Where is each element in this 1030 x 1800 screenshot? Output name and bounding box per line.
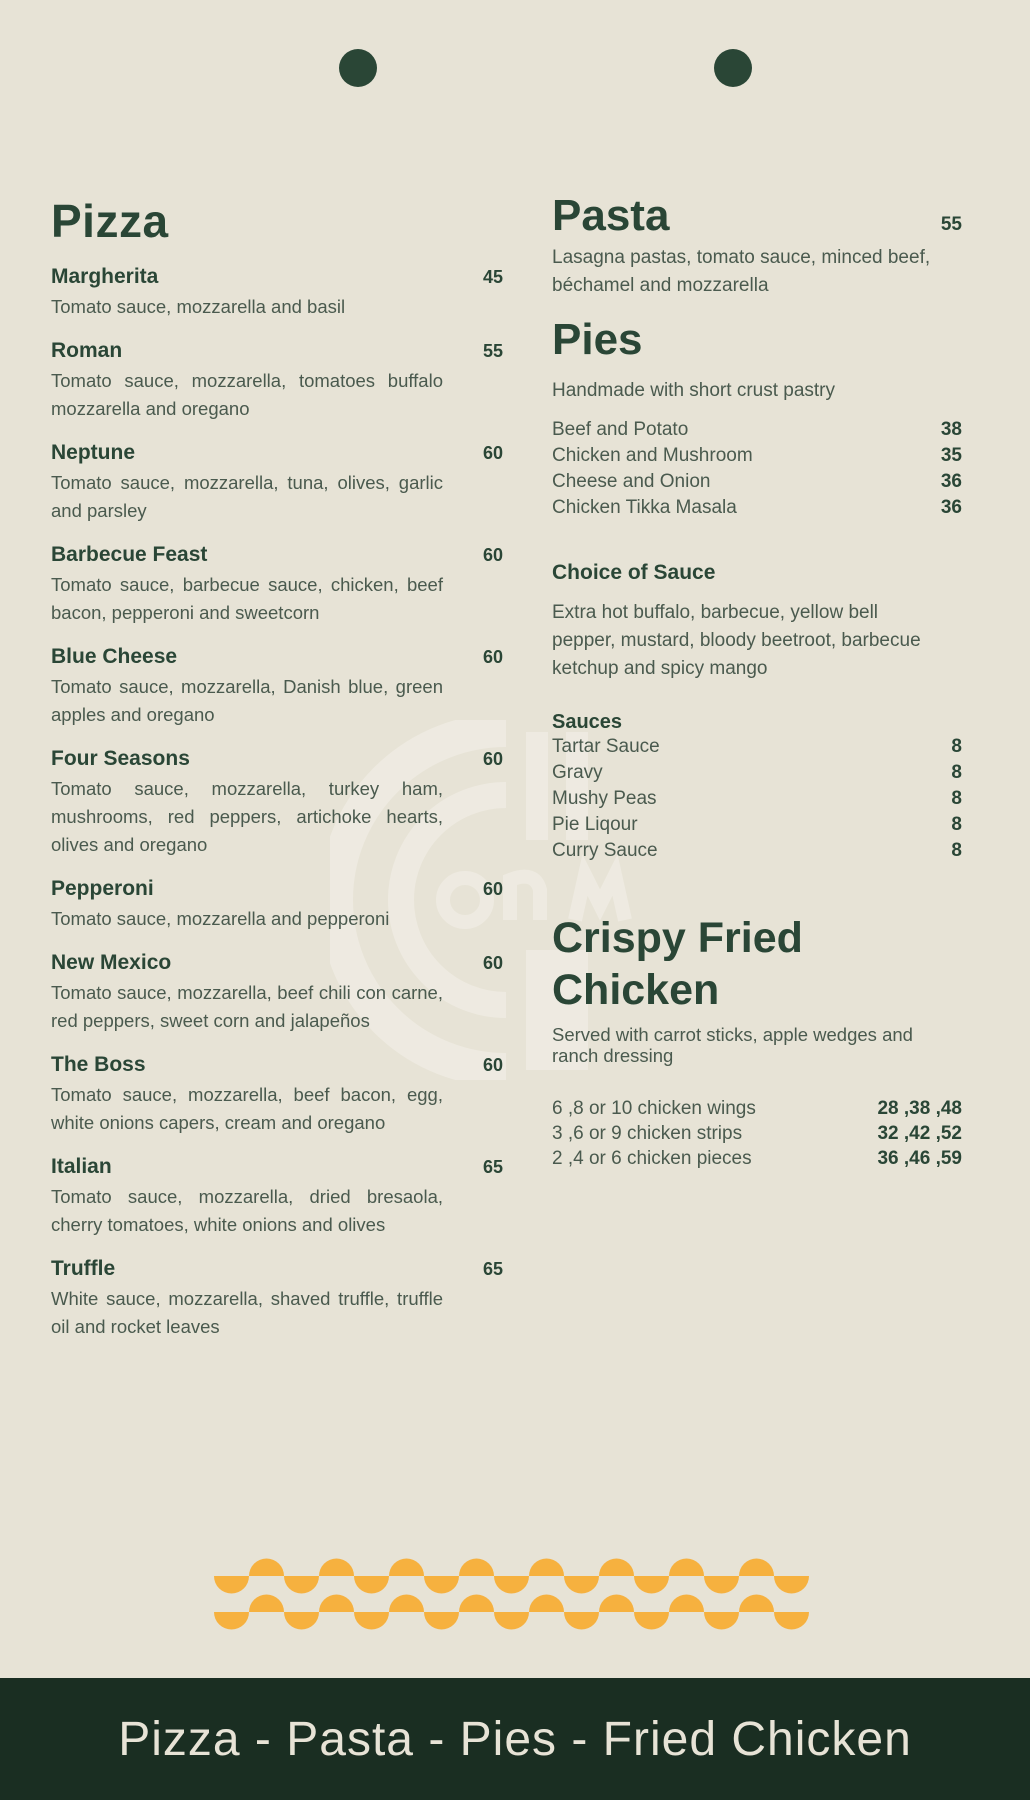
pie-row bbox=[552, 495, 962, 521]
menu-item-description: Tomato sauce, mozzarella, tuna, olives, garlic and parsley bbox=[51, 471, 443, 521]
menu-item-price: 60 bbox=[482, 878, 503, 899]
menu-item-header bbox=[51, 645, 503, 669]
chicken-row-price: 28 ,38 ,48 bbox=[877, 1097, 962, 1119]
chicken-row bbox=[552, 1146, 962, 1171]
chicken-row bbox=[552, 1096, 962, 1121]
menu-item bbox=[51, 1257, 503, 1341]
menu-item-name: Pepperoni bbox=[51, 876, 154, 900]
menu-item-description: Tomato sauce, mozzarella and basil bbox=[51, 295, 346, 317]
wave-segment bbox=[529, 1595, 564, 1613]
choice-of-sauce-section bbox=[552, 561, 962, 683]
sauces-list bbox=[552, 734, 962, 864]
menu-item bbox=[51, 645, 503, 729]
sauce-row-name: Pie Liqour bbox=[552, 813, 638, 835]
menu-item-price: 60 bbox=[482, 442, 503, 463]
menu-item-price: 60 bbox=[482, 544, 503, 565]
sauce-row bbox=[552, 838, 962, 864]
wave-segment bbox=[319, 1595, 354, 1613]
pizza-section bbox=[51, 196, 503, 1341]
menu-item-header bbox=[51, 747, 503, 771]
pie-row-name: Chicken Tikka Masala bbox=[552, 496, 737, 518]
pie-row-price: 36 bbox=[940, 470, 962, 492]
wave-segment bbox=[599, 1559, 634, 1577]
pasta-description: Lasagna pastas, tomato sauce, minced beef, béchamel and mozzarella bbox=[552, 247, 931, 297]
menu-item-name: Italian bbox=[51, 1154, 112, 1178]
menu-item-description: Tomato sauce, mozzarella, beef chili con carne, red peppers, sweet corn and jalapeños bbox=[51, 981, 443, 1031]
wave-segment bbox=[494, 1576, 529, 1594]
wave-segment bbox=[459, 1559, 494, 1577]
menu-item-name: Four Seasons bbox=[51, 746, 190, 770]
sauce-row-name: Tartar Sauce bbox=[552, 735, 660, 757]
pizza-title: Pizza bbox=[51, 195, 169, 247]
menu-item-description: Tomato sauce, mozzarella, Danish blue, green apples and oregano bbox=[51, 675, 443, 725]
footer-text: Pizza - Pasta - Pies - Fried Chicken bbox=[118, 1712, 912, 1766]
wave-segment bbox=[214, 1576, 249, 1594]
wave-segment bbox=[739, 1595, 774, 1613]
sauces-title: Sauces bbox=[552, 710, 623, 733]
menu-item bbox=[51, 339, 503, 423]
menu-item-description: White sauce, mozzarella, shaved truffle, truffle oil and rocket leaves bbox=[51, 1287, 443, 1337]
wave-segment bbox=[704, 1576, 739, 1594]
menu-item-header bbox=[51, 265, 503, 289]
menu-item-name: Blue Cheese bbox=[51, 644, 178, 668]
wave-segment bbox=[319, 1559, 354, 1577]
wave-segment bbox=[599, 1595, 634, 1613]
chicken-row-name: 6 ,8 or 10 chicken wings bbox=[552, 1097, 756, 1119]
pasta-section bbox=[552, 192, 962, 300]
wave-segment bbox=[354, 1576, 389, 1594]
menu-item-header bbox=[51, 1053, 503, 1077]
chicken-row bbox=[552, 1121, 962, 1146]
fried-chicken-title-line2: Chicken bbox=[552, 965, 720, 1014]
pie-row bbox=[552, 417, 962, 443]
menu-item-description: Tomato sauce, mozzarella, tomatoes buffalo mozzarella and oregano bbox=[51, 369, 443, 419]
fried-chicken-title-line1: Crispy Fried bbox=[552, 913, 803, 962]
menu-item bbox=[51, 747, 503, 859]
pizza-list bbox=[51, 265, 503, 1341]
sauce-row bbox=[552, 734, 962, 760]
menu-item-price: 60 bbox=[482, 646, 503, 667]
menu-item bbox=[51, 877, 503, 933]
pies-title: Pies bbox=[552, 315, 643, 365]
wave-segment bbox=[389, 1559, 424, 1577]
fried-chicken-description: Served with carrot sticks, apple wedges and ranch dressing bbox=[552, 1023, 913, 1066]
sauce-row-price: 8 bbox=[951, 813, 962, 835]
wave-segment bbox=[284, 1612, 319, 1630]
choice-of-sauce-title: Choice of Sauce bbox=[552, 560, 716, 584]
sauce-row-name: Gravy bbox=[552, 761, 603, 783]
menu-item-header bbox=[51, 1257, 503, 1281]
menu-item-price: 55 bbox=[482, 340, 503, 361]
menu-item-price: 60 bbox=[482, 952, 503, 973]
menu-item-price: 45 bbox=[482, 266, 503, 287]
menu-item-price: 60 bbox=[482, 748, 503, 769]
wave-segment bbox=[249, 1559, 284, 1577]
sauce-row-name: Mushy Peas bbox=[552, 787, 657, 809]
menu-item-name: The Boss bbox=[51, 1052, 146, 1076]
decorative-dot-left bbox=[339, 49, 377, 87]
pie-row-name: Chicken and Mushroom bbox=[552, 444, 753, 466]
wave-segment bbox=[634, 1576, 669, 1594]
menu-item-description: Tomato sauce, barbecue sauce, chicken, beef bacon, pepperoni and sweetcorn bbox=[51, 573, 443, 623]
menu-item-description: Tomato sauce, mozzarella, turkey ham, mushrooms, red peppers, artichoke hearts, olives and oregano bbox=[51, 777, 443, 855]
menu-item-name: Margherita bbox=[51, 264, 159, 288]
menu-item bbox=[51, 951, 503, 1035]
chicken-row-price: 36 ,46 ,59 bbox=[877, 1147, 962, 1169]
pie-row bbox=[552, 469, 962, 495]
wave-segment bbox=[774, 1612, 809, 1630]
wave-segment bbox=[424, 1576, 459, 1594]
right-column bbox=[552, 192, 962, 1171]
pasta-price: 55 bbox=[940, 214, 962, 235]
sauces-section bbox=[552, 711, 962, 864]
menu-item bbox=[51, 1155, 503, 1239]
sauce-row bbox=[552, 786, 962, 812]
menu-item-header bbox=[51, 543, 503, 567]
pies-section bbox=[552, 316, 962, 520]
wave-segment bbox=[669, 1559, 704, 1577]
sauce-row-price: 8 bbox=[951, 761, 962, 783]
pie-row-name: Cheese and Onion bbox=[552, 470, 711, 492]
wave-segment bbox=[774, 1576, 809, 1594]
menu-item-header bbox=[51, 441, 503, 465]
menu-item-name: Truffle bbox=[51, 1256, 116, 1280]
wave-segment bbox=[704, 1612, 739, 1630]
wave-segment bbox=[564, 1612, 599, 1630]
chicken-row-price: 32 ,42 ,52 bbox=[877, 1122, 962, 1144]
menu-item-description: Tomato sauce, mozzarella, beef bacon, egg, white onions capers, cream and oregano bbox=[51, 1083, 443, 1133]
chicken-row-name: 3 ,6 or 9 chicken strips bbox=[552, 1122, 743, 1144]
wave-segment bbox=[424, 1612, 459, 1630]
pie-row bbox=[552, 443, 962, 469]
wave-segment bbox=[354, 1612, 389, 1630]
sauce-row bbox=[552, 760, 962, 786]
wave-segment bbox=[529, 1559, 564, 1577]
wave-segment bbox=[459, 1595, 494, 1613]
wave-segment bbox=[634, 1612, 669, 1630]
wave-segment bbox=[249, 1595, 284, 1613]
menu-item-name: Barbecue Feast bbox=[51, 542, 208, 566]
menu-item-header bbox=[51, 1155, 503, 1179]
pies-description: Handmade with short crust pastry bbox=[552, 379, 836, 401]
pasta-title: Pasta bbox=[552, 191, 670, 240]
menu-item-name: New Mexico bbox=[51, 950, 172, 974]
menu-item-price: 65 bbox=[482, 1258, 503, 1279]
wave-segment bbox=[669, 1595, 704, 1613]
sauce-row-price: 8 bbox=[951, 839, 962, 861]
fried-chicken-list bbox=[552, 1096, 962, 1171]
wave-segment bbox=[214, 1612, 249, 1630]
menu-item-price: 60 bbox=[482, 1054, 503, 1075]
choice-of-sauce-description: Extra hot buffalo, barbecue, yellow bell pepper, mustard, bloody beetroot, barbecue ketchup and spicy mango bbox=[552, 601, 921, 679]
menu-item-header bbox=[51, 951, 503, 975]
menu-item-description: Tomato sauce, mozzarella and pepperoni bbox=[51, 907, 390, 929]
menu-item bbox=[51, 265, 503, 321]
fried-chicken-section bbox=[552, 912, 962, 1171]
footer-banner bbox=[0, 1678, 1030, 1800]
menu-item-description: Tomato sauce, mozzarella, dried bresaola, cherry tomatoes, white onions and olives bbox=[51, 1185, 443, 1235]
pie-row-price: 38 bbox=[940, 418, 962, 440]
sauce-row bbox=[552, 812, 962, 838]
menu-item bbox=[51, 1053, 503, 1137]
menu-item-price: 65 bbox=[482, 1156, 503, 1177]
wave-decoration bbox=[214, 1556, 816, 1630]
sauce-row-price: 8 bbox=[951, 735, 962, 757]
menu-item bbox=[51, 441, 503, 525]
pie-row-name: Beef and Potato bbox=[552, 418, 689, 440]
sauce-row-price: 8 bbox=[951, 787, 962, 809]
fried-chicken-title bbox=[552, 912, 962, 1016]
menu-item-name: Neptune bbox=[51, 440, 135, 464]
decorative-dot-right bbox=[714, 49, 752, 87]
chicken-row-name: 2 ,4 or 6 chicken pieces bbox=[552, 1147, 752, 1169]
menu-item bbox=[51, 543, 503, 627]
wave-segment bbox=[564, 1576, 599, 1594]
pies-list bbox=[552, 417, 962, 521]
wave-segment bbox=[389, 1595, 424, 1613]
menu-item-name: Roman bbox=[51, 338, 123, 362]
wave-segment bbox=[739, 1559, 774, 1577]
menu-item-header bbox=[51, 877, 503, 901]
pie-row-price: 36 bbox=[940, 496, 962, 518]
wave-segment bbox=[284, 1576, 319, 1594]
pie-row-price: 35 bbox=[940, 444, 962, 466]
wave-segment bbox=[494, 1612, 529, 1630]
sauce-row-name: Curry Sauce bbox=[552, 839, 658, 861]
menu-item-header bbox=[51, 339, 503, 363]
